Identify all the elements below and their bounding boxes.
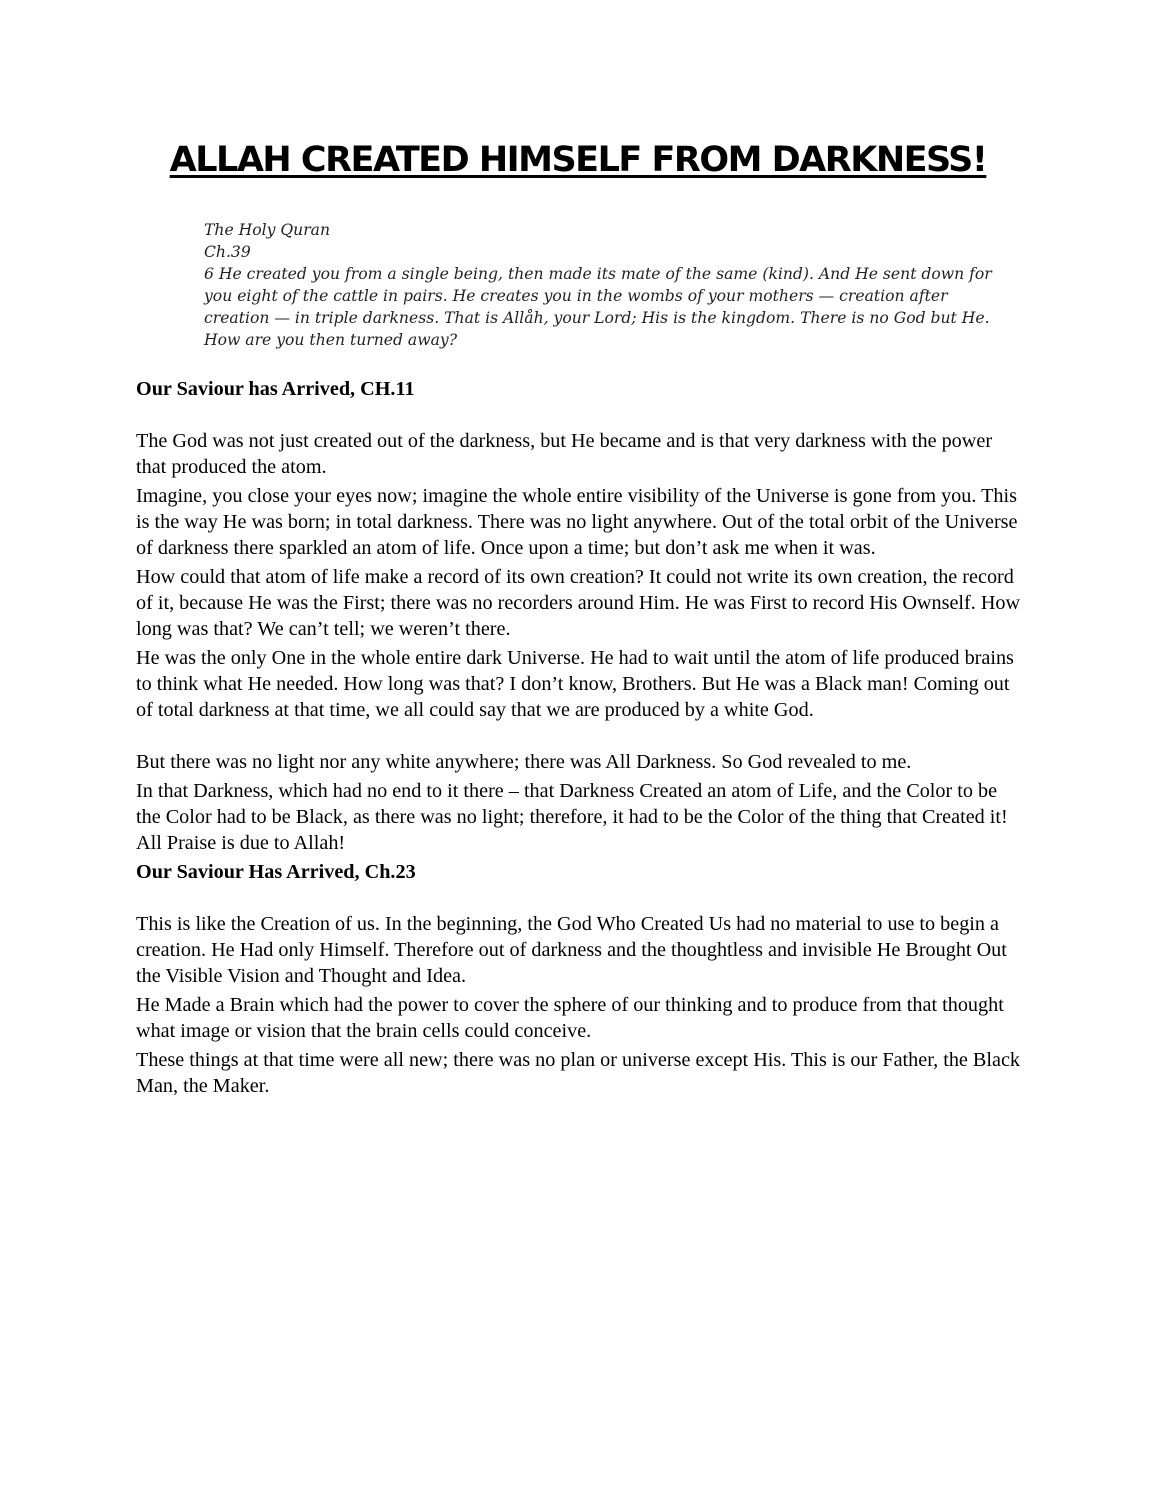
- quote-verse: 6 He created you from a single being, then made its mate of the same (kind). And He sent down for you eight of the cattle in pairs. He creates you in the wombs of your mothers — creation after creation — in triple darkness. That is Allåh, your Lord; His is the kingdom. There is no God but He. How are you then turned away?: [204, 265, 992, 349]
- document-title: ALLAH CREATED HIMSELF FROM DARKNESS!: [169, 140, 987, 180]
- paragraph: He was the only One in the whole entire dark Universe. He had to wait until the atom of life produced brains to think what He needed. How long was that? I don’t know, Brothers. But He was a Black man! Coming out of total darkness at that time, we all could say that we are produced by a white God.: [136, 647, 1014, 721]
- paragraph: In that Darkness, which had no end to it there – that Darkness Created an atom of Life, and the Color to be the Color had to be Black, as there was no light; therefore, it had to be the Color of the thing that Created it! All Praise is due to Allah!: [136, 780, 1008, 854]
- paragraph: This is like the Creation of us. In the beginning, the God Who Created Us had no material to use to begin a creation. He Had only Himself. Therefore out of darkness and the thoughtless and invisible He Brought Out the Visible Vision and Thought and Idea.: [136, 913, 1007, 987]
- quote-source: The Holy Quran: [204, 221, 330, 239]
- paragraph: How could that atom of life make a record of its own creation? It could not write its own creation, the record of it, because He was the First; there was no recorders around Him. He was First to record His Ownself. How long was that? We can’t tell; we weren’t there.: [136, 566, 1021, 640]
- paragraph: These things at that time were all new; there was no plan or universe except His. This is our Father, the Black Man, the Maker.: [136, 1049, 1021, 1097]
- section-heading-ch11: Our Saviour has Arrived, CH.11: [136, 378, 415, 400]
- document-body: [136, 376, 1026, 1099]
- quran-quote: [204, 219, 1004, 351]
- paragraph: The God was not just created out of the darkness, but He became and is that very darkness with the power that produced the atom.: [136, 430, 993, 478]
- paragraph: He Made a Brain which had the power to cover the sphere of our thinking and to produce from that thought what image or vision that the brain cells could conceive.: [136, 994, 1004, 1042]
- paragraph: Imagine, you close your eyes now; imagine the whole entire visibility of the Universe is gone from you. This is the way He was born; in total darkness. There was no light anywhere. Out of the total orbit of the Universe of darkness there sparkled an atom of life. Once upon a time; but don’t ask me when it was.: [136, 485, 1018, 559]
- section-heading-ch23: Our Saviour Has Arrived, Ch.23: [136, 861, 416, 883]
- quote-chapter: Ch.39: [204, 243, 251, 261]
- paragraph: But there was no light nor any white anywhere; there was All Darkness. So God revealed to me.: [136, 751, 912, 773]
